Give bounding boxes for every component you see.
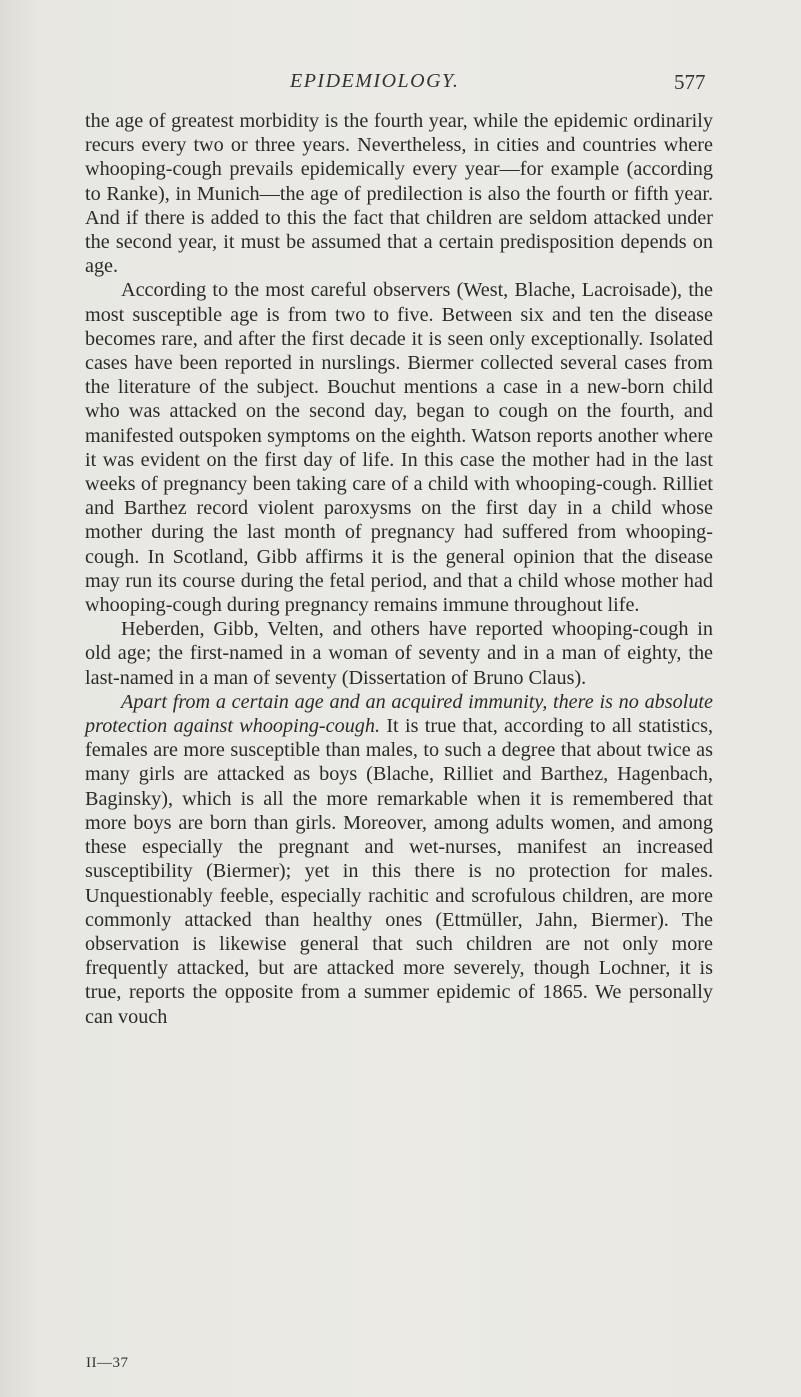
body-text [85,109,713,1029]
signature-mark: II—37 [86,1355,129,1371]
paragraph-2-text: According to the most careful observers (West, Blache, Lacroisade), the most susceptible age is from two to five. Between six and ten the disease becomes rare, and after the first decade it is seen only exceptionally. Isolated cases have been reported in nurslings. Biermer collected several cases from the literature of the subject. Bouchut mentions a case in a new-born child who was attacked on the second day, began to cough on the fourth, and manifested outspoken symptoms on the eighth. Watson reports another where it was evident on the first day of life. In this case the mother had in the last weeks of pregnancy been taking care of a child with whooping-cough. Rilliet and Barthez record violent paroxysms on the first day in a child whose mother during the last month of pregnancy had suffered from whooping-cough. In Scotland, Gibb affirms it is the general opinion that the disease may run its course during the fetal period, and that a child whose mother had whooping-cough during pregnancy remains immune throughout life. [85,279,713,617]
paragraph-3-text: Heberden, Gibb, Velten, and others have reported whooping-cough in old age; the first-named in a woman of seventy and in a man of eighty, the last-named in a man of seventy (Dissertation of Bruno Claus). [85,618,713,689]
page-number: 577 [674,70,706,94]
paragraph-1 [85,109,713,278]
paragraph-4-italic-lead: Apart from a certain age and an acquired immunity, there is no absolute protection against whooping-cough. [85,690,713,738]
running-head: EPIDEMIOLOGY. [290,70,460,92]
paragraph-4 [85,690,713,1029]
paragraph-1-text: the age of greatest morbidity is the fourth year, while the epidemic ordinarily recurs every two or three years. Nevertheless, in cities and countries where whooping-cough prevails epidemically every year—for example (according to Ranke), in Munich—the age of predilection is also the fourth or fifth year. And if there is added to this the fact that children are seldom attacked under the second year, it must be assumed that a certain predisposition depends on age. [85,110,713,278]
paragraph-4-text: It is true that, according to all statistics, females are more susceptible than males, to such a degree that about twice as many girls are attacked as boys (Blache, Rilliet and Barthez, Hagenbach, Baginsky), which is all the more remarkable when it is remembered that more boys are born than girls. Moreover, among adults women, and among these especially the pregnant and wet-nurses, manifest an increased susceptibility (Biermer); yet in this there is no protection for males. Unquestionably feeble, especially rachitic and scrofulous children, are more commonly attacked than healthy ones (Ettmüller, Jahn, Biermer). The observation is likewise general that such children are not only more frequently attacked, but are attacked more severely, though Lochner, it is true, reports the opposite from a summer epidemic of 1865. We personally can vouch [85,715,714,1028]
paragraph-2 [85,278,713,617]
paragraph-3 [85,617,713,690]
